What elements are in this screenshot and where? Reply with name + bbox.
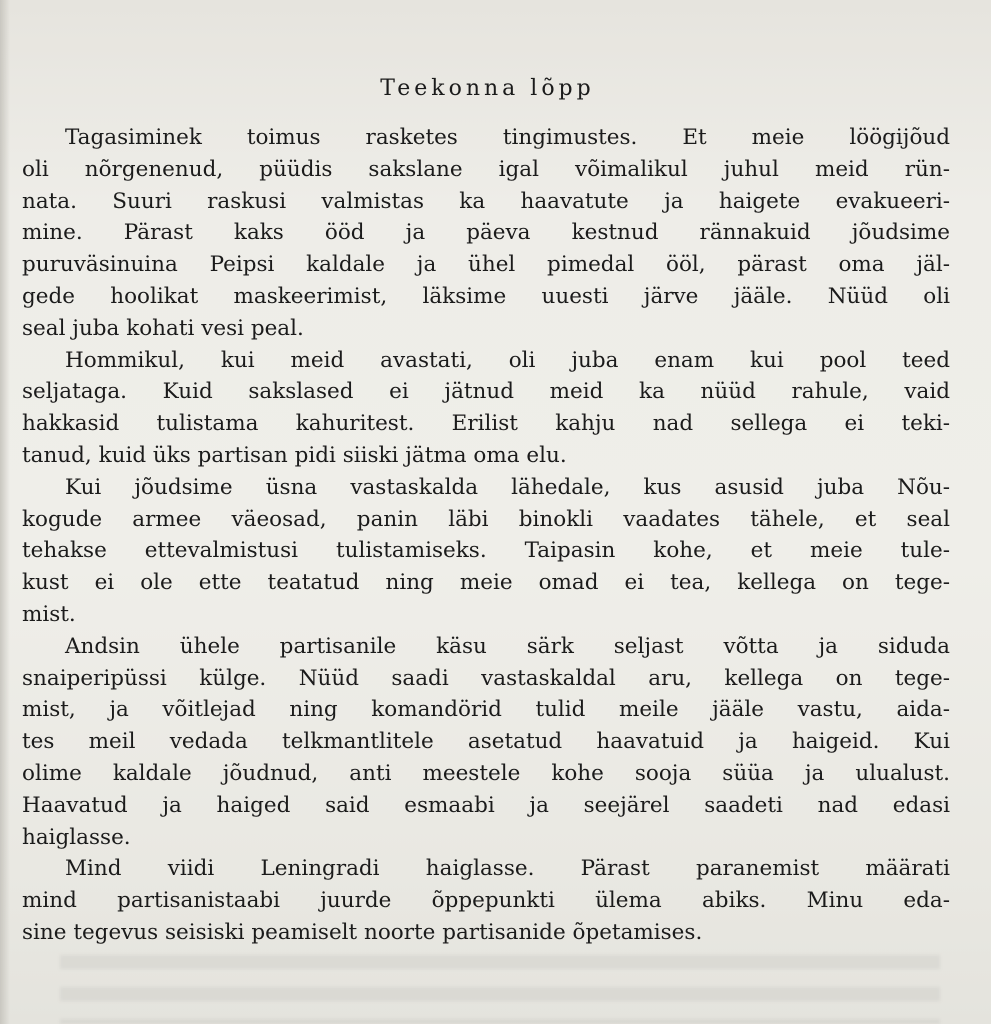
text-line: oli nõrgenenud, püüdis sakslane igal võimalikul juhul meid rün- [22,156,950,182]
text-line: mist. [22,601,76,627]
text-line: tehakse ettevalmistusi tulistamiseks. Taipasin kohe, et meie tule- [22,538,950,564]
text-line: olime kaldale jõudnud, anti meestele kohe sooja süüa ja ulualust. [22,760,950,786]
text-line: tes meil vedada telkmantlitele asetatud haavatuid ja haigeid. Kui [22,729,950,755]
paragraph-5 [22,853,950,948]
page-gutter-shadow [0,0,10,1024]
text-line: mind partisanistaabi juurde õppepunkti ülema abiks. Minu eda- [22,888,950,914]
paragraph-4 [22,631,950,854]
text-line: mist, ja võitlejad ning komandörid tulid meile jääle vastu, aida- [22,697,950,723]
text-line: gede hoolikat maskeerimist, läksime uuesti järve jääle. Nüüd oli [22,283,950,309]
text-line: seal juba kohati vesi peal. [22,315,304,341]
text-line: Tagasiminek toimus rasketes tingimustes. Et meie löögijõud [65,125,950,150]
text-line: tanud, kuid üks partisan pidi siiski jätma oma elu. [22,442,567,468]
text-line: mine. Pärast kaks ööd ja päeva kestnud rännakuid jõudsime [22,220,950,246]
text-line: hakkasid tulistama kahuritest. Erilist kahju nad sellega ei teki- [22,411,950,437]
body-text [22,122,950,949]
text-line: Kui jõudsime üsna vastaskalda lähedale, kus asusid juba Nõu- [65,474,950,500]
text-line: Andsin ühele partisanile käsu särk seljast võtta ja siduda [65,633,950,659]
text-line: snaiperipüssi külge. Nüüd saadi vastaskaldal aru, kellega on tege- [22,665,950,691]
text-line: Hommikul, kui meid avastati, oli juba enam kui pool teed [65,347,950,373]
show-through-text [60,955,940,1024]
text-line: sine tegevus seisiski peamiselt noorte partisanide õpetamises. [22,919,703,945]
chapter-title: Teekonna lõpp [380,76,595,101]
text-line: Mind viidi Leningradi haiglasse. Pärast paranemist määrati [65,856,950,882]
paragraph-3 [22,472,950,631]
text-line: haiglasse. [22,824,131,850]
text-line: seljataga. Kuid sakslased ei jätnud meid ka nüüd rahule, vaid [22,379,950,405]
text-line: puruväsinuina Peipsi kaldale ja ühel pimedal ööl, pärast oma jäl- [22,252,950,278]
paragraph-2 [22,345,950,472]
text-line: kogude armee väeosad, panin läbi binokli vaadates tähele, et seal [22,506,950,532]
paragraph-1 [22,122,950,345]
text-line: Haavatud ja haiged said esmaabi ja seejärel saadeti nad edasi [22,792,950,818]
text-line: nata. Suuri raskusi valmistas ka haavatute ja haigete evakueeri- [22,188,950,214]
text-line: kust ei ole ette teatatud ning meie omad ei tea, kellega on tege- [22,570,950,596]
